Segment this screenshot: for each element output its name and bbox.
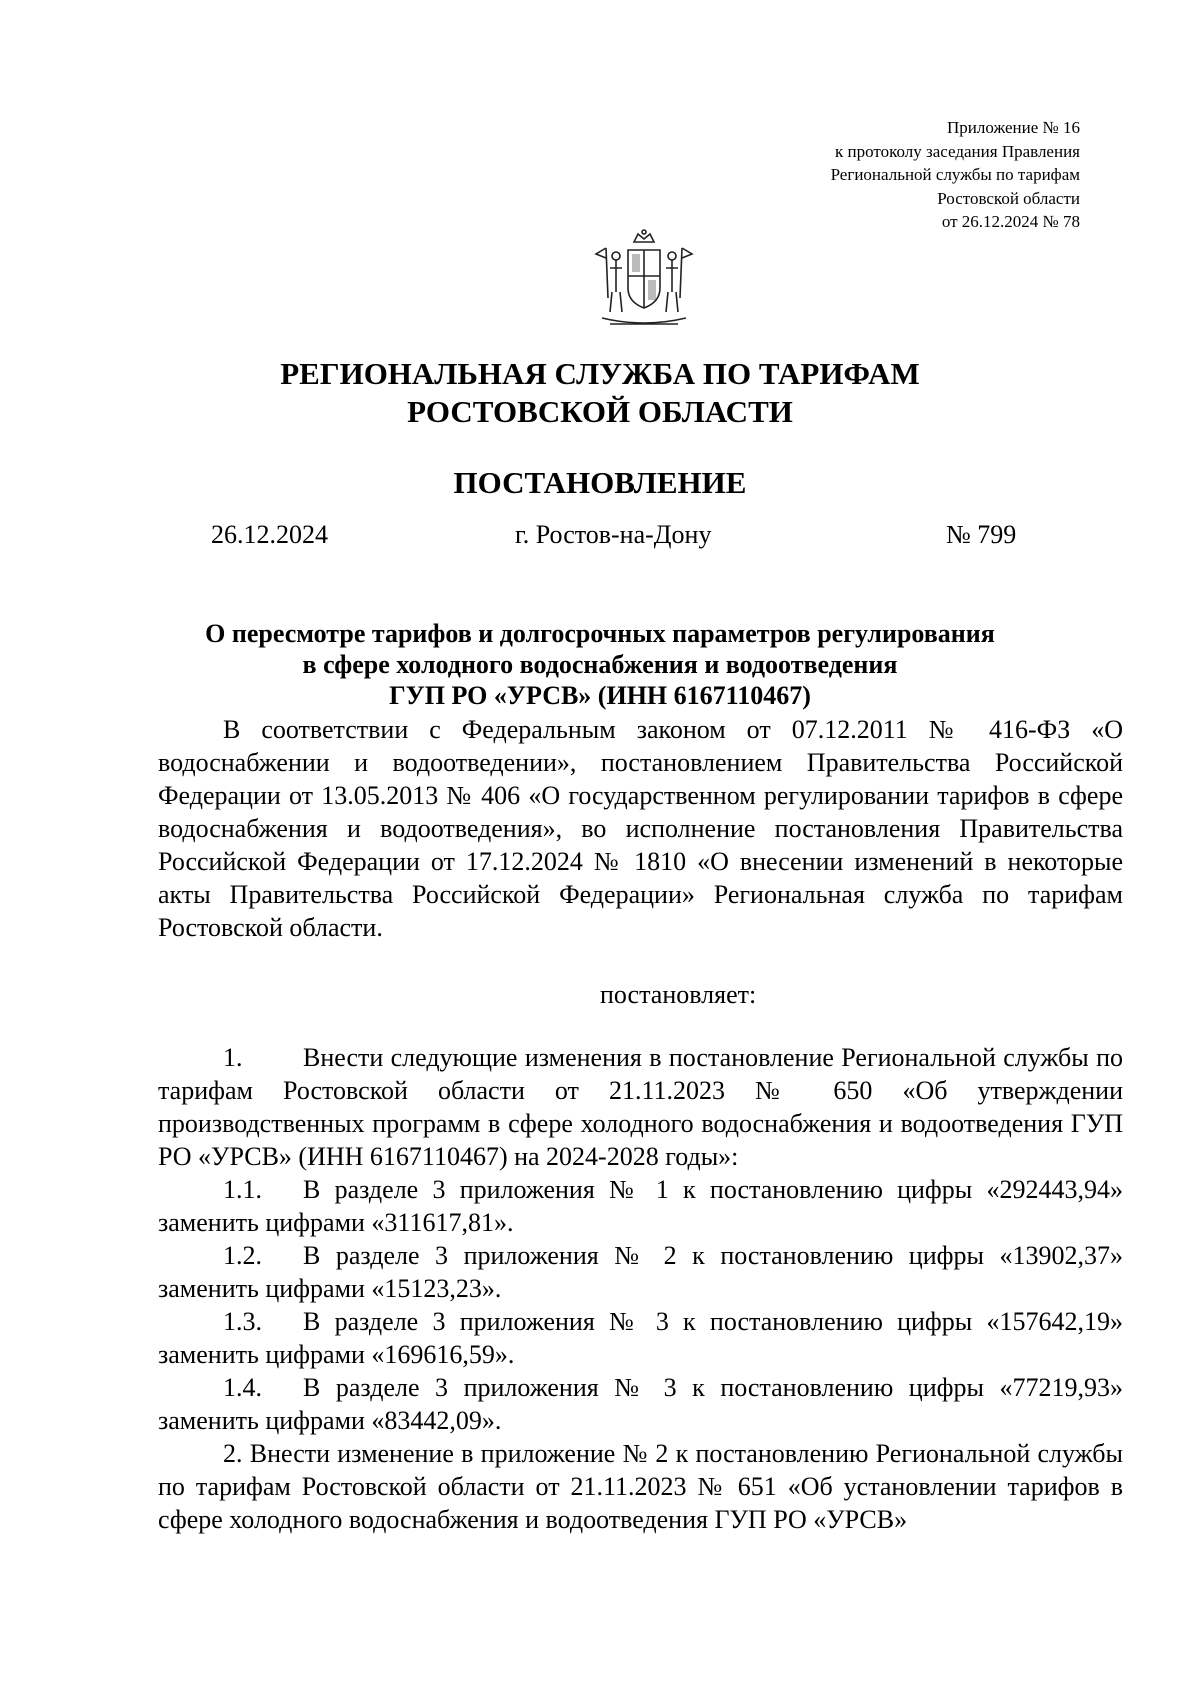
document-date: 26.12.2024 bbox=[211, 520, 328, 549]
preamble-text: В соответствии с Федеральным законом от 07.12.2011 № 416-ФЗ «О водоснабжении и водоотведении», постановлением Правительства Российской Федерации от 13.05.2013 № 406 «О государственном регулировании тарифов в сфере водоснабжения и водоотведения», во исполнение постановления Правительства Российской Федерации от 17.12.2024 № 1810 «О внесении изменений в некоторые акты Правительства Российской Федерации» Региональная служба по тарифам Ростовской области. bbox=[158, 715, 1123, 942]
subitem-text: В разделе 3 приложения № 3 к постановлению цифры «77219,93» заменить цифрами «83442,09». bbox=[158, 1373, 1123, 1435]
subitem-1-1 bbox=[158, 1173, 1123, 1239]
rostov-coat-of-arms-icon bbox=[590, 228, 698, 332]
subitem-number: 1.2. bbox=[223, 1241, 262, 1270]
item-1 bbox=[158, 1041, 1123, 1173]
attachment-line: к протоколу заседания Правления bbox=[835, 141, 1080, 161]
organization-line-2: РОСТОВСКОЙ ОБЛАСТИ bbox=[407, 394, 793, 429]
document-meta bbox=[0, 520, 1200, 554]
document-type: ПОСТАНОВЛЕНИЕ bbox=[453, 465, 747, 500]
subitem-text: В разделе 3 приложения № 3 к постановлению цифры «157642,19» заменить цифрами «169616,59». bbox=[158, 1307, 1123, 1369]
attachment-line: Региональной службы по тарифам bbox=[830, 165, 1080, 184]
attachment-note bbox=[660, 116, 1080, 234]
attachment-line: Ростовской области bbox=[937, 188, 1080, 208]
subitem-1-3 bbox=[158, 1305, 1123, 1371]
preamble bbox=[158, 713, 1123, 944]
item-1-text: Внести следующие изменения в постановление Региональной службы по тарифам Ростовской области от 21.11.2023 № 650 «Об утверждении производственных программ в сфере холодного водоснабжения и водоотведения ГУП РО «УРСВ» (ИНН 6167110467) на 2024-2028 годы»: bbox=[158, 1043, 1123, 1171]
attachment-line: Приложение № 16 bbox=[947, 118, 1080, 137]
subitem-number: 1.4. bbox=[223, 1373, 262, 1402]
attachment-line: от 26.12.2024 № 78 bbox=[941, 212, 1080, 231]
organization-name bbox=[0, 355, 1200, 431]
document-subject bbox=[0, 618, 1200, 711]
subject-line-2: в сфере холодного водоснабжения и водоотведения bbox=[302, 650, 898, 679]
organization-line-1: РЕГИОНАЛЬНАЯ СЛУЖБА ПО ТАРИФАМ bbox=[280, 356, 920, 391]
document-number: № 799 bbox=[946, 520, 1017, 549]
item-2: 2. Внести изменение в приложение № 2 к постановлению Региональной службы по тарифам Ростовской области от 21.11.2023 № 651 «Об установлении тарифов в сфере холодного водоснабжения и водоотведения ГУП РО «УРСВ» bbox=[158, 1439, 1123, 1534]
subitem-number: 1.1. bbox=[223, 1175, 262, 1204]
document-city: г. Ростов-на-Дону bbox=[515, 520, 712, 549]
resolves-heading: постановляет: bbox=[600, 980, 757, 1009]
subitem-1-4 bbox=[158, 1371, 1123, 1437]
subject-line-3: ГУП РО «УРСВ» (ИНН 6167110467) bbox=[389, 681, 811, 710]
resolution-items bbox=[158, 1041, 1123, 1536]
subitem-text: В разделе 3 приложения № 1 к постановлению цифры «292443,94» заменить цифрами «311617,81». bbox=[158, 1175, 1123, 1237]
subitem-text: В разделе 3 приложения № 2 к постановлению цифры «13902,37» заменить цифрами «15123,23». bbox=[158, 1241, 1123, 1303]
subitem-number: 1.3. bbox=[223, 1307, 262, 1336]
subitem-1-2 bbox=[158, 1239, 1123, 1305]
subject-line-1: О пересмотре тарифов и долгосрочных параметров регулирования bbox=[205, 619, 995, 648]
item-1-number: 1. bbox=[223, 1043, 243, 1072]
